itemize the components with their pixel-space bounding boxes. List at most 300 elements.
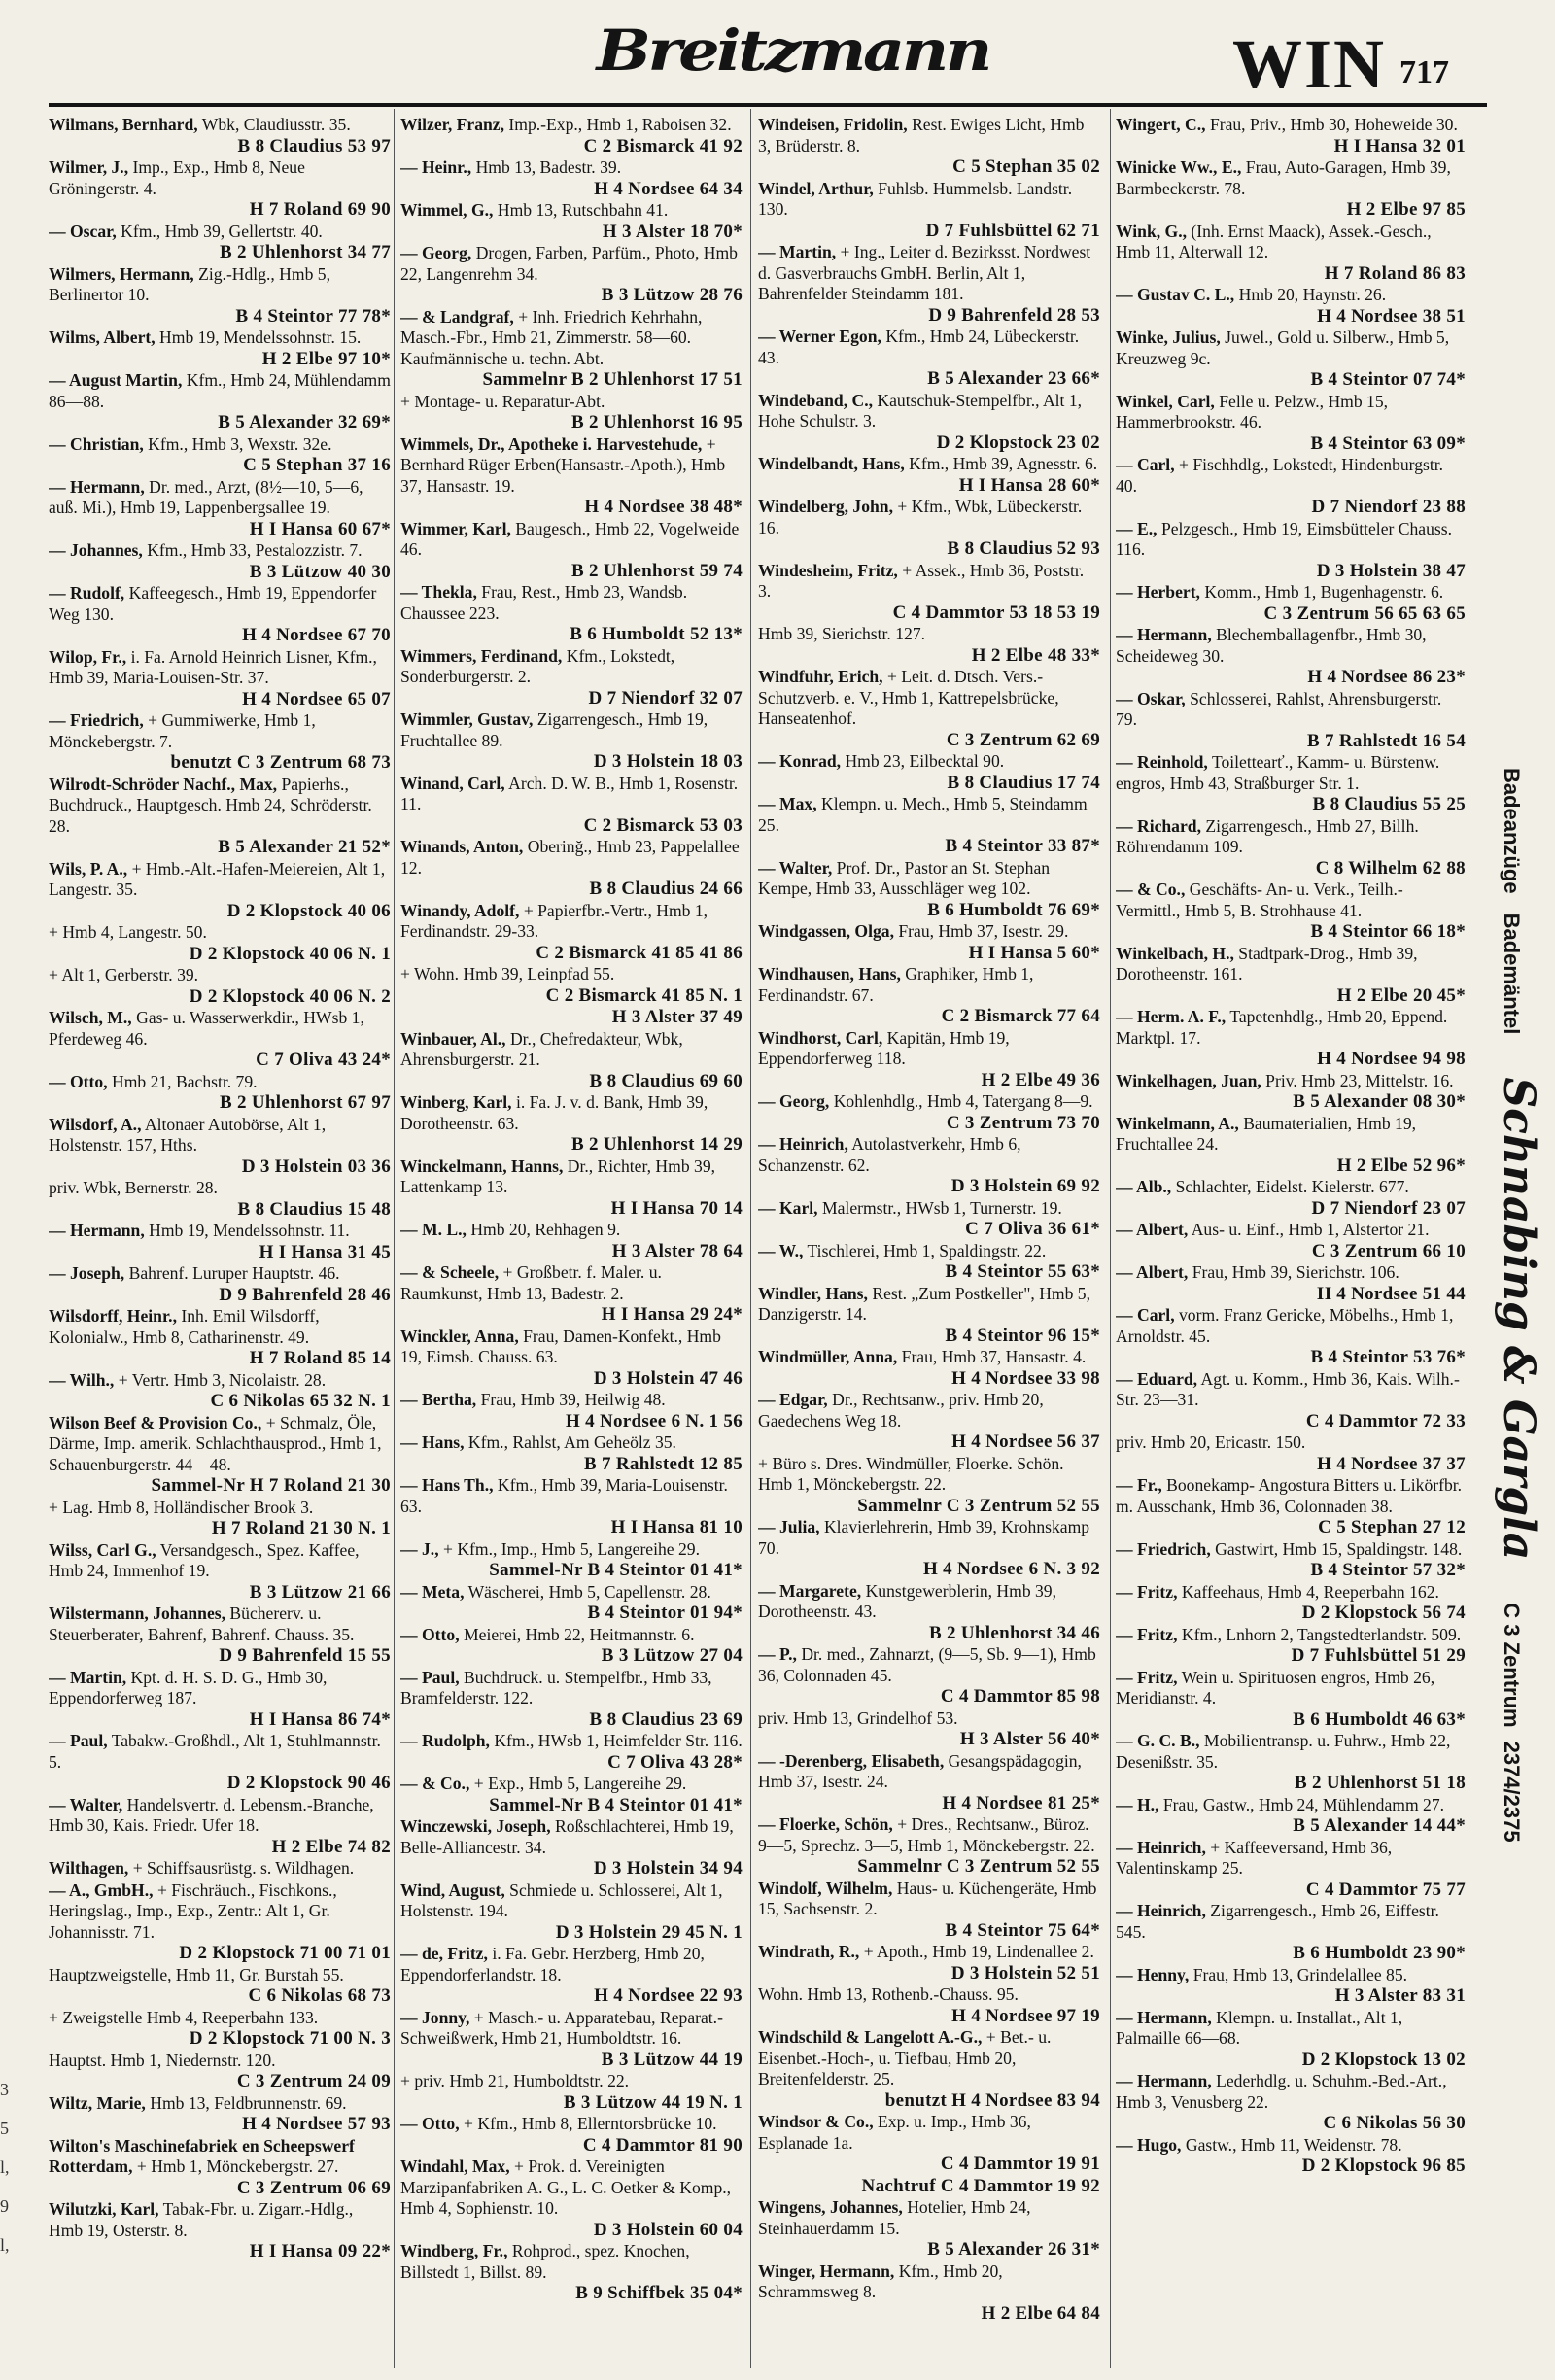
entry-telephone: H 2 Elbe 49 36 (981, 1069, 1100, 1090)
entry-name: — Eduard, (1116, 1368, 1198, 1389)
entry-details: vorm. Franz Gericke, Möbelhs., Hmb 1, Arnoldstr. 45. (1116, 1305, 1454, 1346)
entry-text (400, 434, 743, 498)
column-divider (1110, 109, 1111, 2368)
entry-text (49, 1263, 391, 1285)
entry-name: — & Landgraf, (400, 306, 514, 327)
entry-text (758, 115, 1100, 156)
directory-entry (49, 647, 391, 710)
entry-details: Aus- u. Einf., Hmb 1, Alstertor 21. (1191, 1220, 1430, 1239)
entry-name: — Karl, (758, 1197, 818, 1218)
entry-details: Frau, Auto-Garagen, Hmb 39, Barmbeckerstr. 78. (1116, 157, 1451, 198)
entry-details: + Büro s. Dres. Windmüller, Floerke. Schön. Hmb 1, Mönckebergstr. 22. (758, 1453, 1064, 1494)
entry-name: Windolf, Wilhelm, (758, 1878, 893, 1898)
directory-entry (400, 1156, 743, 1220)
directory-entry (49, 1072, 391, 1114)
entry-details: Toilettearť., Kamm- u. Bürstenw. engros, Hmb 43, Straßburger Str. 1. (1116, 752, 1440, 793)
entry-text (1116, 285, 1466, 306)
entry-text (1116, 944, 1466, 985)
entry-text (1116, 1731, 1466, 1773)
entry-telephone: benutzt C 3 Zentrum 68 73 (170, 752, 391, 773)
entry-telephone: H 4 Nordsee 22 93 (594, 1985, 743, 2006)
entry-text (400, 2114, 743, 2135)
entry-telephone: C 4 Dammtor 75 77 (1305, 1879, 1466, 1900)
entry-telephone: H 4 Nordsee 37 37 (1317, 1453, 1466, 1474)
directory-entry (49, 859, 391, 922)
entry-telephone: C 3 Zentrum 66 10 (1311, 1240, 1466, 1261)
entry-text (758, 2197, 1100, 2239)
entry-name: Winkelhagen, Juan, (1116, 1070, 1261, 1090)
entry-text (49, 922, 391, 944)
entry-name: — Herm. A. F., (1116, 1007, 1227, 1026)
entry-name: — Otto, (400, 2114, 460, 2133)
entry-details: Malermstr., HWsb 1, Turnerstr. 19. (821, 1197, 1062, 1218)
entry-details: Hauptst. Hmb 1, Niedernstr. 120. (49, 2050, 276, 2070)
entry-telephone: B 2 Uhlenhorst 51 18 (1295, 1773, 1466, 1793)
directory-entry (49, 1498, 391, 1539)
directory-entry (400, 837, 743, 900)
entry-telephone: B 5 Alexander 26 31* (927, 2239, 1100, 2259)
entry-telephone: C 4 Dammtor 19 91 (940, 2154, 1100, 2174)
entry-telephone: B 5 Alexander 23 66* (927, 368, 1100, 389)
entry-name: Windahl, Max, (400, 2156, 510, 2176)
entry-telephone: H 4 Nordsee 57 93 (242, 2114, 391, 2134)
entry-details: + Prok. d. Vereinigten Marzipanfabriken A. G., L. C. Oetker & Komp., Hmb 4, Sophienstr. 10. (400, 2156, 732, 2218)
entry-name: Windler, Hans, (758, 1283, 868, 1303)
entry-details: Altonaer Autobörse, Alt 1, Holstenstr. 157, Hths. (49, 1114, 327, 1155)
ad-line-2: Bademäntel (1500, 913, 1524, 1035)
entry-text (1116, 1071, 1466, 1092)
entry-telephone: H I Hansa 70 14 (610, 1197, 743, 1219)
entry-details: Frau, Hmb 37, Isestr. 29. (898, 921, 1069, 941)
entry-details: Imp., Exp., Hmb 8, Neue Gröningerstr. 4. (49, 157, 305, 198)
entry-text (758, 454, 1100, 475)
entry-telephone: B 4 Steintor 63 09* (1310, 432, 1466, 454)
entry-telephone: D 7 Niendorf 23 07 (1311, 1197, 1466, 1219)
entry-text (1116, 880, 1466, 921)
entry-name: — G. C. B., (1116, 1731, 1200, 1750)
entry-telephone: B 6 Humboldt 23 90* (1293, 1943, 1466, 1963)
entry-telephone: B 4 Steintor 53 76* (1310, 1347, 1466, 1367)
directory-entry (1116, 2071, 1466, 2134)
entry-telephone: H 3 Alster 78 64 (611, 1240, 743, 1261)
entry-telephone: H 4 Nordsee 67 70 (242, 625, 391, 645)
directory-entry (400, 2071, 743, 2113)
entry-name: — Martin, (758, 242, 837, 261)
entry-name: Wilmer, J., (49, 157, 129, 177)
entry-text (758, 179, 1100, 221)
entry-telephone: H 4 Nordsee 81 25* (942, 1792, 1100, 1813)
entry-name: — Wilh., (49, 1369, 115, 1390)
entry-text (49, 1604, 391, 1645)
entry-text (49, 477, 391, 519)
entry-telephone: C 6 Nikolas 68 73 (248, 1985, 391, 2006)
entry-telephone: C 5 Stephan 37 16 (243, 455, 391, 475)
directory-entry (400, 964, 743, 1006)
entry-telephone: C 3 Zentrum 56 65 63 65 (1263, 603, 1466, 624)
directory-entry (758, 1284, 1100, 1347)
margin-mark: l, (0, 2157, 10, 2177)
entry-text (400, 646, 743, 688)
directory-entry (1116, 1475, 1466, 1538)
directory-entry (1116, 1305, 1466, 1368)
entry-details: Klavierlehrerin, Hmb 39, Krohnskamp 70. (758, 1517, 1090, 1558)
entry-name: Winke, Julius, (1116, 328, 1221, 347)
entry-text (49, 328, 391, 349)
entry-text (758, 921, 1100, 943)
entry-details: Inh. Emil Wilsdorff, Kolonialw., Hmb 8, Catharinenstr. 49. (49, 1306, 320, 1347)
entry-name: — Fritz, (1116, 1624, 1178, 1644)
directory-entry (758, 1814, 1100, 1878)
entry-text (758, 2112, 1100, 2154)
entry-text (49, 1965, 391, 1986)
entry-telephone: B 2 Uhlenhorst 59 74 (571, 560, 743, 581)
entry-telephone: B 4 Steintor 66 18* (1310, 921, 1466, 942)
entry-details: Hmb 23, Eilbecktal 90. (845, 751, 1005, 771)
entry-text (49, 2199, 391, 2241)
entry-name: — Georg, (400, 243, 472, 262)
entry-name: Wimmels, Dr., Apotheke i. Harvestehude, (400, 433, 703, 454)
entry-text (1116, 519, 1466, 561)
directory-entry (1116, 1668, 1466, 1731)
directory-entry (758, 327, 1100, 390)
entry-telephone: B 3 Lützow 27 04 (601, 1645, 743, 1666)
entry-details: + Exp., Hmb 5, Langereihe 29. (473, 1774, 687, 1793)
entry-text (758, 1390, 1100, 1431)
entry-telephone: H 3 Alster 83 31 (1334, 1985, 1466, 2006)
entry-name: — Margarete, (758, 1580, 862, 1601)
directory-entry (49, 2008, 391, 2050)
entry-name: — Georg, (758, 1091, 830, 1111)
entry-text (1116, 752, 1466, 794)
entry-telephone: B 5 Alexander 21 52* (218, 837, 391, 857)
entry-name: Winczewski, Joseph, (400, 1816, 551, 1836)
entry-text (758, 1644, 1100, 1686)
entry-telephone: C 7 Oliva 36 61* (965, 1219, 1100, 1239)
entry-telephone: B 3 Lützow 21 66 (249, 1581, 391, 1603)
directory-entry (1116, 816, 1466, 880)
entry-details: Priv. Hmb 23, Mittelstr. 16. (1265, 1070, 1454, 1090)
entry-text (49, 1413, 391, 1476)
entry-telephone: B 2 Uhlenhorst 67 97 (220, 1092, 391, 1113)
entry-text (400, 157, 743, 179)
entry-text (758, 1581, 1100, 1623)
entry-details: Buchdruck. u. Stempelfbr., Hmb 33, Bramfelderstr. 122. (400, 1667, 712, 1707)
directory-entry (1116, 392, 1466, 455)
entry-details: Kfm., Hmb 39, Gellertstr. 40. (121, 221, 323, 241)
entry-text (758, 751, 1100, 773)
entry-name: — Gustav C. L., (1116, 285, 1235, 304)
entry-telephone: D 3 Holstein 03 36 (241, 1156, 391, 1177)
entry-name: Windschild & Langelott A.-G., (758, 2027, 983, 2047)
entry-text (1116, 1369, 1466, 1411)
entry-details: Klempn. u. Mech., Hmb 5, Steindamm 25. (758, 794, 1088, 835)
entry-details: Dr., Rechtsanw., priv. Hmb 20, Gaedechens Weg 18. (758, 1390, 1044, 1431)
entry-details: Frau, Rest., Hmb 23, Wandsb. Chaussee 223. (400, 582, 688, 623)
entry-text (400, 1625, 743, 1646)
entry-name: — Floerke, Schön, (758, 1814, 893, 1834)
entry-name: — Heinr., (400, 157, 472, 177)
entry-text (400, 774, 743, 815)
entry-telephone: B 2 Uhlenhorst 34 46 (929, 1622, 1100, 1643)
entry-details: + priv. Hmb 21, Humboldtstr. 22. (400, 2071, 630, 2090)
entry-telephone: B 4 Steintor 01 94* (587, 1603, 743, 1623)
directory-entry (1116, 328, 1466, 391)
directory-entry (400, 646, 743, 709)
directory-entry (49, 1731, 391, 1794)
entry-name: — Herbert, (1116, 582, 1200, 602)
directory-entry (400, 392, 743, 433)
entry-telephone: H I Hansa 81 10 (610, 1517, 743, 1537)
entry-text (49, 222, 391, 243)
entry-text (758, 794, 1100, 836)
entry-name: — Otto, (400, 1624, 460, 1644)
entry-details: Tischlerei, Hmb 1, Spaldingstr. 22. (807, 1240, 1047, 1260)
column-divider (394, 109, 395, 2368)
directory-entry (49, 264, 391, 328)
directory-entry (400, 1668, 743, 1731)
entry-details: Gastwirt, Hmb 15, Spaldingstr. 148. (1215, 1538, 1463, 1559)
entry-telephone: H 4 Nordsee 86 23* (1307, 667, 1466, 687)
directory-entry (49, 540, 391, 582)
entry-name: Windsor & Co., (758, 2112, 874, 2131)
entry-telephone: B 6 Humboldt 46 63* (1293, 1708, 1466, 1730)
directory-entry (1116, 752, 1466, 815)
entry-details: Baumaterialien, Hmb 19, Fruchtallee 24. (1116, 1113, 1417, 1154)
entry-name: — & Co., (1116, 880, 1186, 899)
entry-telephone: benutzt H 4 Nordsee 83 94 (884, 2089, 1100, 2111)
directory-entry (49, 1370, 391, 1412)
directory-entry (400, 1774, 743, 1815)
directory-entry (758, 242, 1100, 326)
entry-telephone: B 3 Lützow 44 19 N. 1 (563, 2091, 743, 2113)
entry-details: Hmb 13, Badestr. 39. (475, 157, 622, 177)
directory-entry (49, 1795, 391, 1858)
entry-telephone: H 4 Nordsee 56 37 (951, 1431, 1100, 1452)
directory-entry (400, 2114, 743, 2156)
entry-telephone: H I Hansa 29 24* (601, 1304, 743, 1325)
directory-entry (400, 1539, 743, 1581)
directory-entry (400, 2008, 743, 2071)
entry-telephone: D 7 Niendorf 32 07 (588, 687, 743, 708)
entry-name: Wilutzki, Karl, (49, 2199, 159, 2219)
entry-telephone: D 9 Bahrenfeld 15 55 (219, 1645, 391, 1666)
directory-entry (758, 667, 1100, 750)
directory-entry (400, 709, 743, 773)
entry-telephone: D 9 Bahrenfeld 28 53 (928, 304, 1100, 326)
entry-telephone: B 9 Schiffbek 35 04* (575, 2283, 743, 2303)
entry-details: + Schmalz, Öle, Därme, Imp. amerik. Schlachthausprod., Hmb 1, Schauenburgerstr. 44—48. (49, 1412, 382, 1474)
directory-entry (400, 1582, 743, 1624)
directory-entry (1116, 1262, 1466, 1304)
entry-text (49, 775, 391, 838)
directory-entry (49, 1880, 391, 1964)
directory-entry (1116, 1795, 1466, 1837)
directory-entry (49, 583, 391, 646)
entry-telephone: C 3 Zentrum 06 69 (236, 2177, 391, 2198)
entry-details: + Papierfbr.-Vertr., Hmb 1, Ferdinandstr. 29-33. (400, 900, 708, 941)
entry-text (758, 1198, 1100, 1220)
entry-details: Frau, Hmb 37, Hansastr. 4. (901, 1347, 1087, 1366)
entry-name: — Oscar, (49, 221, 117, 241)
directory-entry (758, 561, 1100, 624)
entry-name: — Carl, (1116, 1305, 1175, 1325)
directory-entry (49, 115, 391, 156)
entry-text (758, 1517, 1100, 1559)
entry-details: Hmb 13, Feldbrunnenstr. 69. (150, 2092, 347, 2113)
entry-name: Wilsch, M., (49, 1008, 132, 1027)
entry-details: Wein u. Spirituosen engros, Hmb 26, Meridianstr. 4. (1116, 1667, 1435, 1707)
entry-telephone: D 7 Niendorf 23 88 (1311, 497, 1466, 517)
directory-entry (49, 1668, 391, 1731)
entry-text (1116, 689, 1466, 731)
entry-details: + Montage- u. Reparatur-Abt. (400, 391, 605, 411)
entry-name: Winkelbach, H., (1116, 943, 1234, 963)
directory-entry (758, 1241, 1100, 1283)
entry-telephone: B 4 Steintor 77 78* (235, 305, 391, 327)
entry-name: Wilzer, Franz, (400, 115, 505, 134)
entry-name: — Richard, (1116, 815, 1201, 836)
directory-entry (49, 477, 391, 540)
entry-text (49, 1221, 391, 1242)
directory-entry (758, 2197, 1100, 2260)
entry-telephone: D 2 Klopstock 13 02 (1301, 2049, 1466, 2070)
directory-entry (1116, 689, 1466, 752)
entry-telephone: H I Hansa 32 01 (1333, 135, 1466, 156)
entry-text (49, 1178, 391, 1199)
entry-name: — Otto, (49, 1071, 108, 1091)
margin-mark: 3 (0, 2080, 9, 2099)
entry-text (1116, 2071, 1466, 2113)
entry-details: Wbk, Claudiusstr. 35. (201, 115, 351, 134)
entry-text (400, 115, 743, 136)
entry-text (400, 1029, 743, 1071)
entry-telephone: B 6 Humboldt 76 69* (927, 899, 1100, 920)
entry-text (49, 540, 391, 562)
entry-text (758, 2027, 1100, 2090)
entry-telephone: H 4 Nordsee 6 N. 3 92 (922, 1559, 1100, 1579)
entry-details: Kfm., Hmb 24, Mühlendamm 86—88. (49, 370, 391, 411)
entry-text (400, 1731, 743, 1752)
entry-telephone: B 3 Lützow 40 30 (249, 561, 391, 582)
entry-telephone: B 3 Lützow 44 19 (601, 2049, 743, 2070)
entry-telephone: H 7 Roland 86 83 (1324, 262, 1466, 284)
entry-telephone: D 3 Holstein 69 92 (950, 1176, 1100, 1196)
entry-telephone: B 4 Steintor 75 64* (945, 1919, 1100, 1941)
entry-name: Winberg, Karl, (400, 1092, 512, 1112)
entry-text (758, 327, 1100, 368)
entry-name: Winandy, Adolf, (400, 900, 520, 920)
entry-name: Windelbandt, Hans, (758, 454, 905, 473)
entry-text (1116, 455, 1466, 497)
entry-name: — Oskar, (1116, 688, 1186, 708)
entry-text (400, 1668, 743, 1709)
entry-telephone: D 3 Holstein 18 03 (593, 751, 743, 772)
entry-text (49, 1072, 391, 1093)
entry-text (758, 561, 1100, 603)
directory-column-2 (400, 115, 743, 2360)
entry-telephone: B 7 Rahlstedt 16 54 (1307, 730, 1466, 751)
entry-details: Schlosserei, Rahlst, Ahrensburgerstr. 79. (1116, 688, 1442, 729)
page-header (0, 0, 1555, 112)
directory-entry (49, 2051, 391, 2092)
entry-details: Wäscherei, Hmb 5, Capellenstr. 28. (467, 1581, 711, 1602)
entry-details: Hmb 19, Mendelssohnstr. 11. (149, 1221, 350, 1240)
entry-name: Wilms, Albert, (49, 328, 156, 347)
directory-entry (400, 115, 743, 156)
directory-entry (758, 1454, 1100, 1517)
entry-telephone: C 8 Wilhelm 62 88 (1315, 857, 1466, 879)
entry-text (49, 1370, 391, 1392)
entry-details: Gastw., Hmb 11, Weidenstr. 78. (1185, 2134, 1402, 2155)
entry-details: Frau, Priv., Hmb 30, Hoheweide 30. (1209, 115, 1458, 134)
entry-text (400, 582, 743, 624)
entry-text (49, 115, 391, 136)
directory-entry (49, 1413, 391, 1497)
directory-entry (1116, 2135, 1466, 2177)
directory-entry (758, 497, 1100, 560)
entry-name: — P., (758, 1644, 797, 1664)
entry-details: Rohprod., spez. Knochen, Billstedt 1, Billst. 89. (400, 2241, 690, 2282)
entry-telephone: B 5 Alexander 32 69* (218, 412, 391, 432)
entry-telephone: H 4 Nordsee 94 98 (1317, 1049, 1466, 1069)
column-divider (750, 109, 751, 2368)
entry-text (758, 667, 1100, 730)
entry-name: Wiltz, Marie, (49, 2092, 146, 2113)
entry-telephone: Sammelnr C 3 Zentrum 52 55 (857, 1856, 1100, 1877)
entry-telephone: Sammelnr B 2 Uhlenhorst 17 51 (482, 369, 743, 390)
directory-entry (1116, 455, 1466, 518)
entry-details: Drogen, Farben, Parfüm., Photo, Hmb 22, Langenrehm 34. (400, 243, 738, 284)
entry-details: + Gummiwerke, Hmb 1, Mönckebergstr. 7. (49, 710, 316, 751)
entry-text (758, 858, 1100, 900)
entry-text (49, 157, 391, 199)
directory-entry (758, 2112, 1100, 2175)
directory-entry (1116, 1901, 1466, 1964)
entry-name: — Fritz, (1116, 1667, 1178, 1687)
entry-details: Agt. u. Komm., Hmb 36, Kais. Wilh.-Str. 23—31. (1116, 1368, 1460, 1409)
entry-telephone: C 7 Oliva 43 28* (607, 1751, 743, 1773)
entry-text (400, 392, 743, 413)
entry-details: Lederhdlg. u. Schuhm.-Bed.-Art., Hmb 3, Venusberg 22. (1116, 2071, 1447, 2112)
directory-entry (400, 1262, 743, 1326)
entry-text (49, 1668, 391, 1709)
entry-text (1116, 582, 1466, 604)
directory-entry (49, 1008, 391, 1071)
entry-details: Kfm., Rahlst, Am Geheölz 35. (467, 1432, 676, 1452)
entry-name: — Walter, (758, 857, 833, 878)
entry-details: Rest. „Zum Postkeller", Hmb 5, Danzigerstr. 14. (758, 1283, 1090, 1324)
directory-entry (1116, 519, 1466, 582)
entry-telephone: C 4 Dammtor 53 18 53 19 (892, 602, 1100, 623)
entry-details: Zigarrengesch., Hmb 26, Eiffestr. 545. (1116, 1901, 1439, 1942)
entry-details: Kfm., Hmb 3, Wexstr. 32e. (148, 433, 332, 454)
entry-name: — Henny, (1116, 1964, 1190, 1984)
entry-text (1116, 1539, 1466, 1561)
entry-name: — Hermann, (49, 476, 145, 497)
entry-telephone: C 2 Bismarck 41 92 (583, 135, 743, 156)
entry-text (1116, 1668, 1466, 1709)
directory-entry (758, 2176, 1100, 2197)
entry-telephone: H 2 Elbe 97 10* (261, 348, 391, 369)
entry-details: Oberinğ., Hmb 23, Pappelallee 12. (400, 837, 740, 878)
entry-details: + Lag. Hmb 8, Holländischer Brook 3. (49, 1497, 314, 1517)
entry-text (400, 2241, 743, 2283)
directory-entry (758, 1879, 1100, 1942)
entry-telephone: C 6 Nikolas 65 32 N. 1 (210, 1391, 391, 1411)
entry-name: Wilsdorf, A., (49, 1114, 142, 1134)
entry-name: — & Co., (400, 1774, 470, 1793)
entry-details: Hmb 20, Rehhagen 9. (470, 1220, 621, 1239)
